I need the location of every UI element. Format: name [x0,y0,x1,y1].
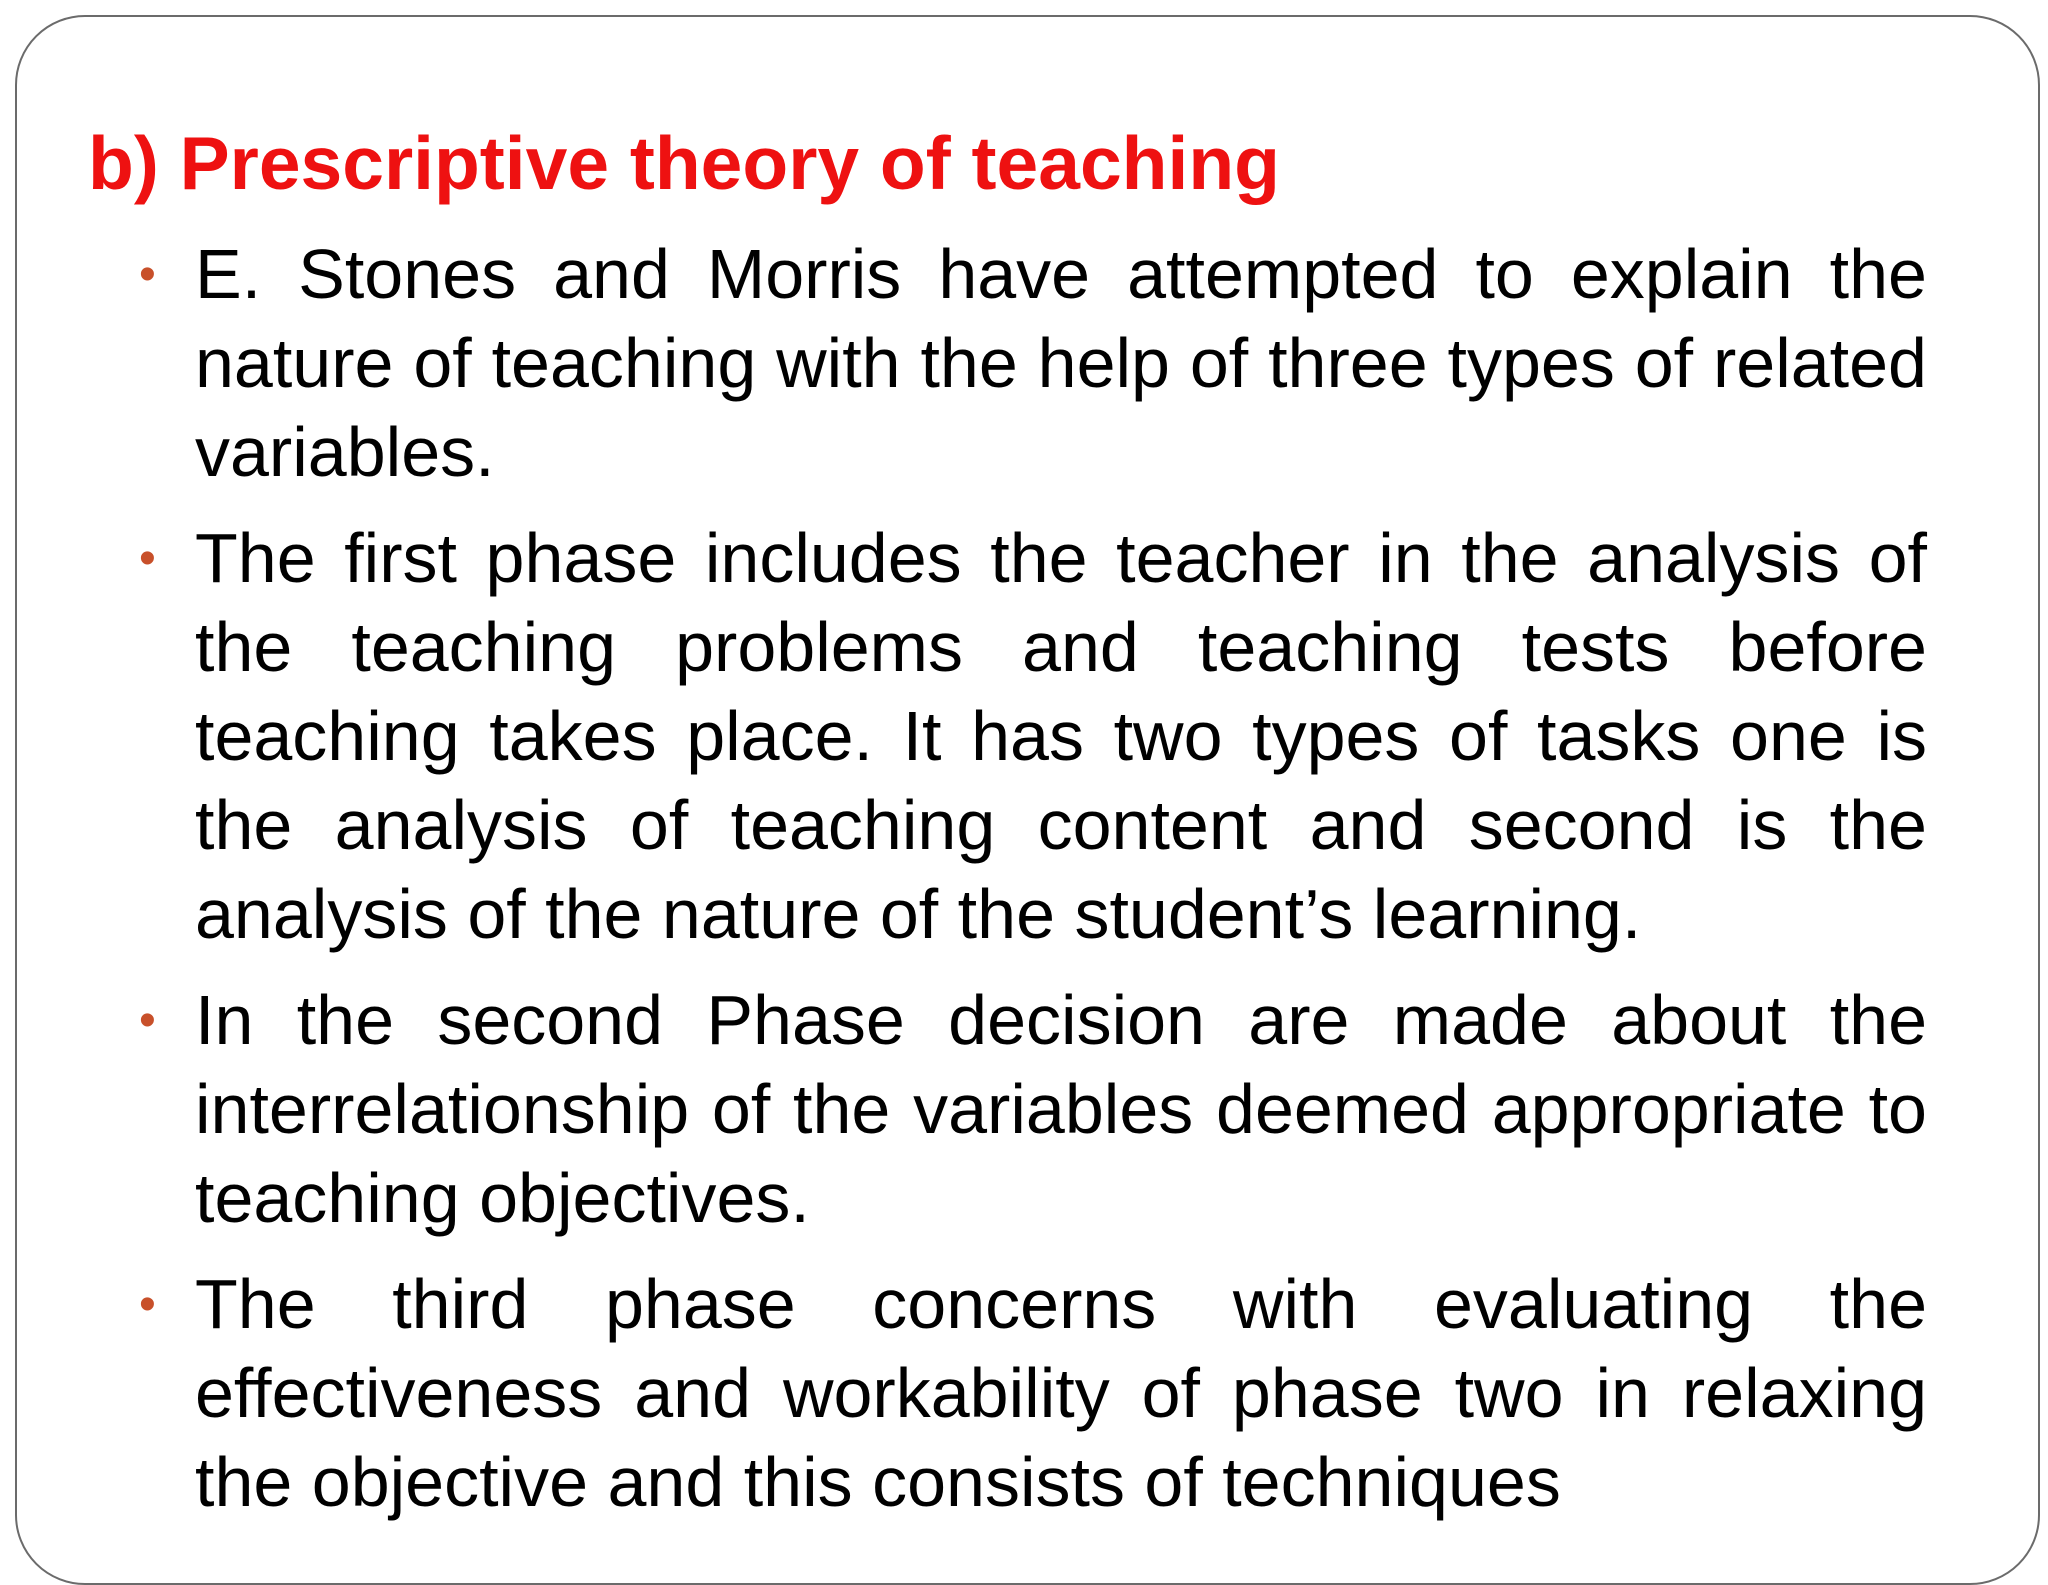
bullet-list [139,230,1927,1544]
bullet-icon: • [139,1278,156,1331]
slide-title: b) Prescriptive theory of teaching [88,121,1280,205]
bullet-icon: • [139,248,156,301]
bullet-item-4 [139,1260,1927,1527]
bullet-item-1 [139,230,1927,497]
bullet-text-3: In the second Phase decision are made about the interrelationship of the variables deemed appropriate to teaching objectives. [195,981,1927,1237]
bullet-icon: • [139,994,156,1047]
bullet-item-2 [139,514,1927,959]
bullet-text-4: The third phase concerns with evaluating the effectiveness and workability of phase two in relaxing the objective and this consists of techniques [195,1265,1927,1521]
bullet-item-3 [139,976,1927,1243]
bullet-text-2: The first phase includes the teacher in the analysis of the teaching problems and teaching tests before teaching takes place. It has two types of tasks one is the analysis of teaching content and second is the analysis of the nature of the student’s learning. [195,519,1927,953]
bullet-icon: • [139,532,156,585]
bullet-text-1: E. Stones and Morris have attempted to explain the nature of teaching with the help of three types of related variables. [195,235,1927,491]
